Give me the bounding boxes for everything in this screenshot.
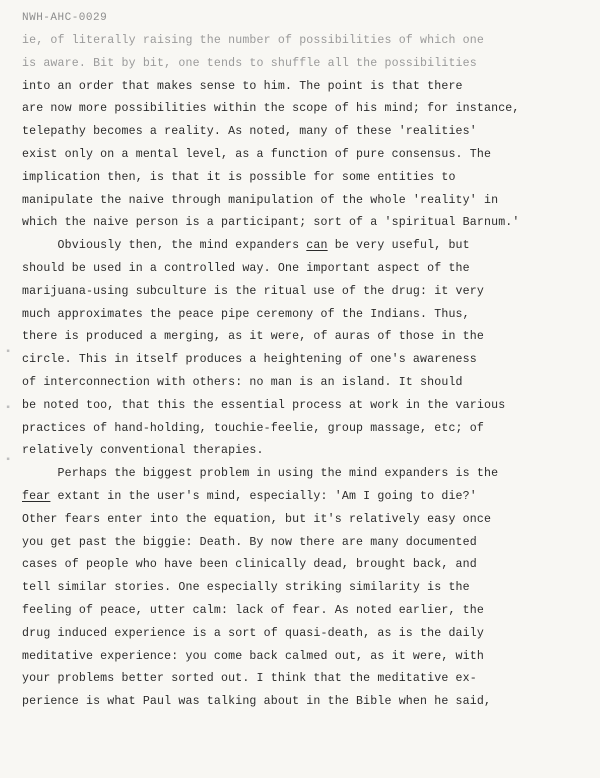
- margin-mark: ▪: [5, 455, 12, 466]
- text-line: your problems better sorted out. I think that the meditative ex-: [22, 672, 477, 686]
- text-line-end: extant in the user's mind, especially: 'Am I going to die?': [50, 489, 477, 503]
- text-line: into an order that makes sense to him. The point is that there: [22, 79, 463, 93]
- text-line: Perhaps the biggest problem in using the mind expanders is the: [22, 467, 499, 481]
- text-line: manipulate the naive through manipulation of the whole 'reality' in: [22, 193, 499, 207]
- text-line: marijuana-using subculture is the ritual use of the drug: it very: [22, 284, 484, 298]
- margin-mark: ▪: [5, 403, 12, 414]
- text-line: are now more possibilities within the scope of his mind; for instance,: [22, 102, 520, 116]
- document-id: NWH-AHC-0029: [22, 12, 108, 24]
- text-line: ie, of literally raising the number of possibilities of which one: [22, 34, 484, 47]
- text-line: much approximates the peace pipe ceremony of the Indians. Thus,: [22, 307, 470, 321]
- margin-mark: ▪: [5, 347, 12, 358]
- text-line: of interconnection with others: no man is an island. It should: [22, 375, 463, 389]
- text-line: meditative experience: you come back calmed out, as it were, with: [22, 649, 484, 663]
- text-line: [22, 235, 572, 258]
- text-line: should be used in a controlled way. One important aspect of the: [22, 261, 470, 275]
- text-line: circle. This in itself produces a heightening of one's awareness: [22, 353, 477, 367]
- text-line: is aware. Bit by bit, one tends to shuffle all the possibilities: [22, 56, 477, 70]
- body-text: [22, 30, 572, 714]
- text-line: feeling of peace, utter calm: lack of fear. As noted earlier, the: [22, 603, 484, 617]
- text-line-start: Obviously then, the mind expanders: [22, 239, 307, 253]
- text-line: Other fears enter into the equation, but it's relatively easy once: [22, 512, 492, 526]
- text-line: there is produced a merging, as it were, of auras of those in the: [22, 330, 484, 344]
- text-line: you get past the biggie: Death. By now there are many documented: [22, 535, 477, 549]
- underlined-word: can: [306, 239, 328, 253]
- underlined-word: fear: [22, 489, 51, 503]
- text-line: implication then, is that it is possible for some entities to: [22, 170, 456, 184]
- text-line: tell similar stories. One especially striking similarity is the: [22, 581, 470, 595]
- text-line: telepathy becomes a reality. As noted, many of these 'realities': [22, 125, 477, 139]
- text-line: be noted too, that this the essential process at work in the various: [22, 398, 506, 412]
- text-line: perience is what Paul was talking about in the Bible when he said,: [22, 695, 492, 709]
- text-line: exist only on a mental level, as a function of pure consensus. The: [22, 147, 492, 161]
- text-line: relatively conventional therapies.: [22, 444, 264, 458]
- text-line: cases of people who have been clinically dead, brought back, and: [22, 558, 477, 572]
- text-line: practices of hand-holding, touchie-feelie, group massage, etc; of: [22, 421, 484, 435]
- text-line: which the naive person is a participant; sort of a 'spiritual Barnum.': [22, 216, 520, 230]
- text-line-end: be very useful, but: [327, 239, 470, 253]
- text-line: [22, 486, 572, 509]
- text-line: drug induced experience is a sort of quasi-death, as is the daily: [22, 626, 484, 640]
